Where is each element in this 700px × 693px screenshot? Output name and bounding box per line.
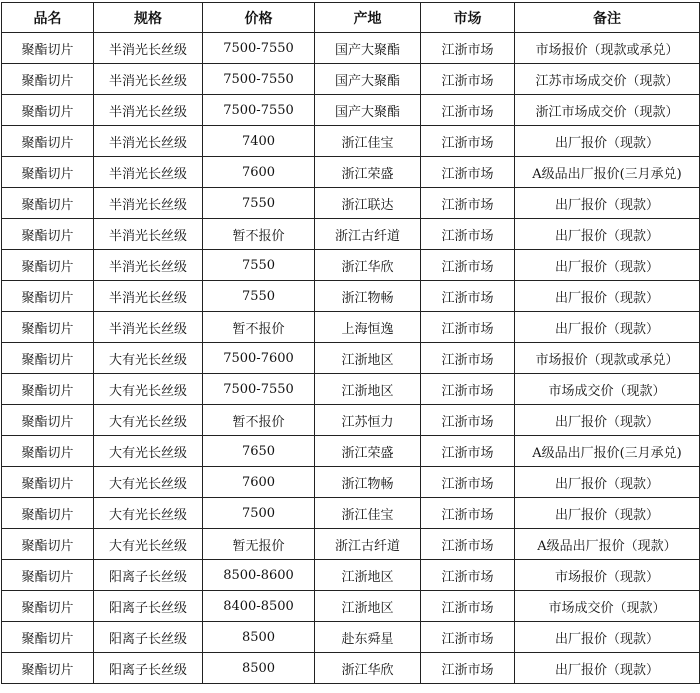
remarks-cell: 出厂报价（现款）	[515, 281, 700, 312]
table-row	[2, 498, 700, 529]
price-cell: 7550	[203, 281, 315, 312]
product-name-cell: 聚酯切片	[2, 312, 94, 343]
table-row	[2, 405, 700, 436]
market-cell: 江浙市场	[421, 529, 515, 560]
product-name-cell: 聚酯切片	[2, 436, 94, 467]
specification-cell: 阳离子长丝级	[94, 591, 203, 622]
table-row	[2, 560, 700, 591]
origin-cell: 浙江物畅	[315, 281, 421, 312]
table-row	[2, 529, 700, 560]
market-cell: 江浙市场	[421, 219, 515, 250]
origin-cell: 浙江古纤道	[315, 219, 421, 250]
header-remarks: 备注	[515, 3, 700, 33]
price-cell: 暂不报价	[203, 219, 315, 250]
table-row	[2, 591, 700, 622]
header-market: 市场	[421, 3, 515, 33]
specification-cell: 半消光长丝级	[94, 312, 203, 343]
table-row	[2, 343, 700, 374]
specification-cell: 半消光长丝级	[94, 219, 203, 250]
origin-cell: 江浙地区	[315, 591, 421, 622]
price-cell: 7500	[203, 498, 315, 529]
remarks-cell: 出厂报价（现款）	[515, 467, 700, 498]
market-cell: 江浙市场	[421, 188, 515, 219]
specification-cell: 半消光长丝级	[94, 33, 203, 64]
remarks-cell: 市场成交价（现款）	[515, 374, 700, 405]
market-cell: 江浙市场	[421, 467, 515, 498]
table-row	[2, 126, 700, 157]
table-row	[2, 95, 700, 126]
remarks-cell: 出厂报价（现款）	[515, 188, 700, 219]
origin-cell: 国产大聚酯	[315, 95, 421, 126]
table-row	[2, 219, 700, 250]
specification-cell: 大有光长丝级	[94, 467, 203, 498]
origin-cell: 浙江佳宝	[315, 126, 421, 157]
specification-cell: 半消光长丝级	[94, 64, 203, 95]
market-cell: 江浙市场	[421, 653, 515, 684]
specification-cell: 阳离子长丝级	[94, 622, 203, 653]
product-name-cell: 聚酯切片	[2, 343, 94, 374]
origin-cell: 江浙地区	[315, 343, 421, 374]
market-cell: 江浙市场	[421, 250, 515, 281]
header-product-name: 品名	[2, 3, 94, 33]
remarks-cell: A级品出厂报价(三月承兑)	[515, 436, 700, 467]
remarks-cell: 出厂报价（现款）	[515, 312, 700, 343]
market-cell: 江浙市场	[421, 374, 515, 405]
product-name-cell: 聚酯切片	[2, 250, 94, 281]
origin-cell: 浙江华欣	[315, 250, 421, 281]
price-cell: 暂无报价	[203, 529, 315, 560]
price-table	[1, 2, 700, 684]
remarks-cell: 市场报价（现款）	[515, 560, 700, 591]
table-row	[2, 374, 700, 405]
product-name-cell: 聚酯切片	[2, 95, 94, 126]
price-cell: 7400	[203, 126, 315, 157]
remarks-cell: A级品出厂报价（现款）	[515, 529, 700, 560]
remarks-cell: 市场报价（现款或承兑）	[515, 343, 700, 374]
market-cell: 江浙市场	[421, 157, 515, 188]
header-specification: 规格	[94, 3, 203, 33]
product-name-cell: 聚酯切片	[2, 188, 94, 219]
market-cell: 江浙市场	[421, 405, 515, 436]
market-cell: 江浙市场	[421, 33, 515, 64]
price-cell: 7500-7550	[203, 95, 315, 126]
price-cell: 8400-8500	[203, 591, 315, 622]
remarks-cell: 出厂报价（现款）	[515, 250, 700, 281]
origin-cell: 国产大聚酯	[315, 33, 421, 64]
product-name-cell: 聚酯切片	[2, 560, 94, 591]
price-cell: 7600	[203, 467, 315, 498]
table-row	[2, 33, 700, 64]
origin-cell: 江苏恒力	[315, 405, 421, 436]
market-cell: 江浙市场	[421, 281, 515, 312]
remarks-cell: 出厂报价（现款）	[515, 498, 700, 529]
specification-cell: 半消光长丝级	[94, 188, 203, 219]
specification-cell: 大有光长丝级	[94, 529, 203, 560]
origin-cell: 浙江物畅	[315, 467, 421, 498]
remarks-cell: 出厂报价（现款）	[515, 405, 700, 436]
price-cell: 7500-7550	[203, 33, 315, 64]
product-name-cell: 聚酯切片	[2, 653, 94, 684]
origin-cell: 浙江华欣	[315, 653, 421, 684]
price-cell: 7500-7550	[203, 374, 315, 405]
price-cell: 暂不报价	[203, 312, 315, 343]
market-cell: 江浙市场	[421, 560, 515, 591]
specification-cell: 半消光长丝级	[94, 157, 203, 188]
price-cell: 8500	[203, 653, 315, 684]
table-row	[2, 64, 700, 95]
specification-cell: 半消光长丝级	[94, 281, 203, 312]
market-cell: 江浙市场	[421, 622, 515, 653]
origin-cell: 赴东舜星	[315, 622, 421, 653]
header-origin: 产地	[315, 3, 421, 33]
remarks-cell: 出厂报价（现款）	[515, 622, 700, 653]
header-row	[2, 3, 700, 33]
price-cell: 7600	[203, 157, 315, 188]
table-row	[2, 622, 700, 653]
specification-cell: 大有光长丝级	[94, 343, 203, 374]
market-cell: 江浙市场	[421, 312, 515, 343]
specification-cell: 半消光长丝级	[94, 95, 203, 126]
market-cell: 江浙市场	[421, 498, 515, 529]
product-name-cell: 聚酯切片	[2, 281, 94, 312]
table-row	[2, 467, 700, 498]
origin-cell: 浙江荣盛	[315, 157, 421, 188]
product-name-cell: 聚酯切片	[2, 157, 94, 188]
product-name-cell: 聚酯切片	[2, 126, 94, 157]
product-name-cell: 聚酯切片	[2, 33, 94, 64]
remarks-cell: 出厂报价（现款）	[515, 219, 700, 250]
origin-cell: 国产大聚酯	[315, 64, 421, 95]
specification-cell: 大有光长丝级	[94, 405, 203, 436]
table-row	[2, 653, 700, 684]
remarks-cell: 出厂报价（现款）	[515, 653, 700, 684]
table-body	[2, 33, 700, 684]
remarks-cell: 市场报价（现款或承兑）	[515, 33, 700, 64]
market-cell: 江浙市场	[421, 436, 515, 467]
product-name-cell: 聚酯切片	[2, 374, 94, 405]
specification-cell: 大有光长丝级	[94, 374, 203, 405]
remarks-cell: 市场成交价（现款）	[515, 591, 700, 622]
specification-cell: 阳离子长丝级	[94, 560, 203, 591]
table-row	[2, 188, 700, 219]
origin-cell: 浙江联达	[315, 188, 421, 219]
price-cell: 暂不报价	[203, 405, 315, 436]
market-cell: 江浙市场	[421, 343, 515, 374]
header-price: 价格	[203, 3, 315, 33]
product-name-cell: 聚酯切片	[2, 64, 94, 95]
price-cell: 8500-8600	[203, 560, 315, 591]
origin-cell: 江浙地区	[315, 374, 421, 405]
price-cell: 7550	[203, 188, 315, 219]
origin-cell: 江浙地区	[315, 560, 421, 591]
remarks-cell: 浙江市场成交价（现款）	[515, 95, 700, 126]
price-cell: 7550	[203, 250, 315, 281]
specification-cell: 阳离子长丝级	[94, 653, 203, 684]
table-row	[2, 436, 700, 467]
product-name-cell: 聚酯切片	[2, 467, 94, 498]
specification-cell: 半消光长丝级	[94, 250, 203, 281]
price-cell: 7500-7600	[203, 343, 315, 374]
market-cell: 江浙市场	[421, 95, 515, 126]
product-name-cell: 聚酯切片	[2, 591, 94, 622]
price-cell: 8500	[203, 622, 315, 653]
remarks-cell: A级品出厂报价(三月承兑)	[515, 157, 700, 188]
price-cell: 7650	[203, 436, 315, 467]
table-row	[2, 281, 700, 312]
origin-cell: 上海恒逸	[315, 312, 421, 343]
origin-cell: 浙江佳宝	[315, 498, 421, 529]
specification-cell: 大有光长丝级	[94, 498, 203, 529]
product-name-cell: 聚酯切片	[2, 498, 94, 529]
origin-cell: 浙江古纤道	[315, 529, 421, 560]
product-name-cell: 聚酯切片	[2, 405, 94, 436]
specification-cell: 半消光长丝级	[94, 126, 203, 157]
product-name-cell: 聚酯切片	[2, 529, 94, 560]
specification-cell: 大有光长丝级	[94, 436, 203, 467]
table-row	[2, 250, 700, 281]
market-cell: 江浙市场	[421, 591, 515, 622]
product-name-cell: 聚酯切片	[2, 219, 94, 250]
table-row	[2, 157, 700, 188]
table-row	[2, 312, 700, 343]
origin-cell: 浙江荣盛	[315, 436, 421, 467]
product-name-cell: 聚酯切片	[2, 622, 94, 653]
market-cell: 江浙市场	[421, 64, 515, 95]
market-cell: 江浙市场	[421, 126, 515, 157]
remarks-cell: 出厂报价（现款）	[515, 126, 700, 157]
price-cell: 7500-7550	[203, 64, 315, 95]
remarks-cell: 江苏市场成交价（现款）	[515, 64, 700, 95]
